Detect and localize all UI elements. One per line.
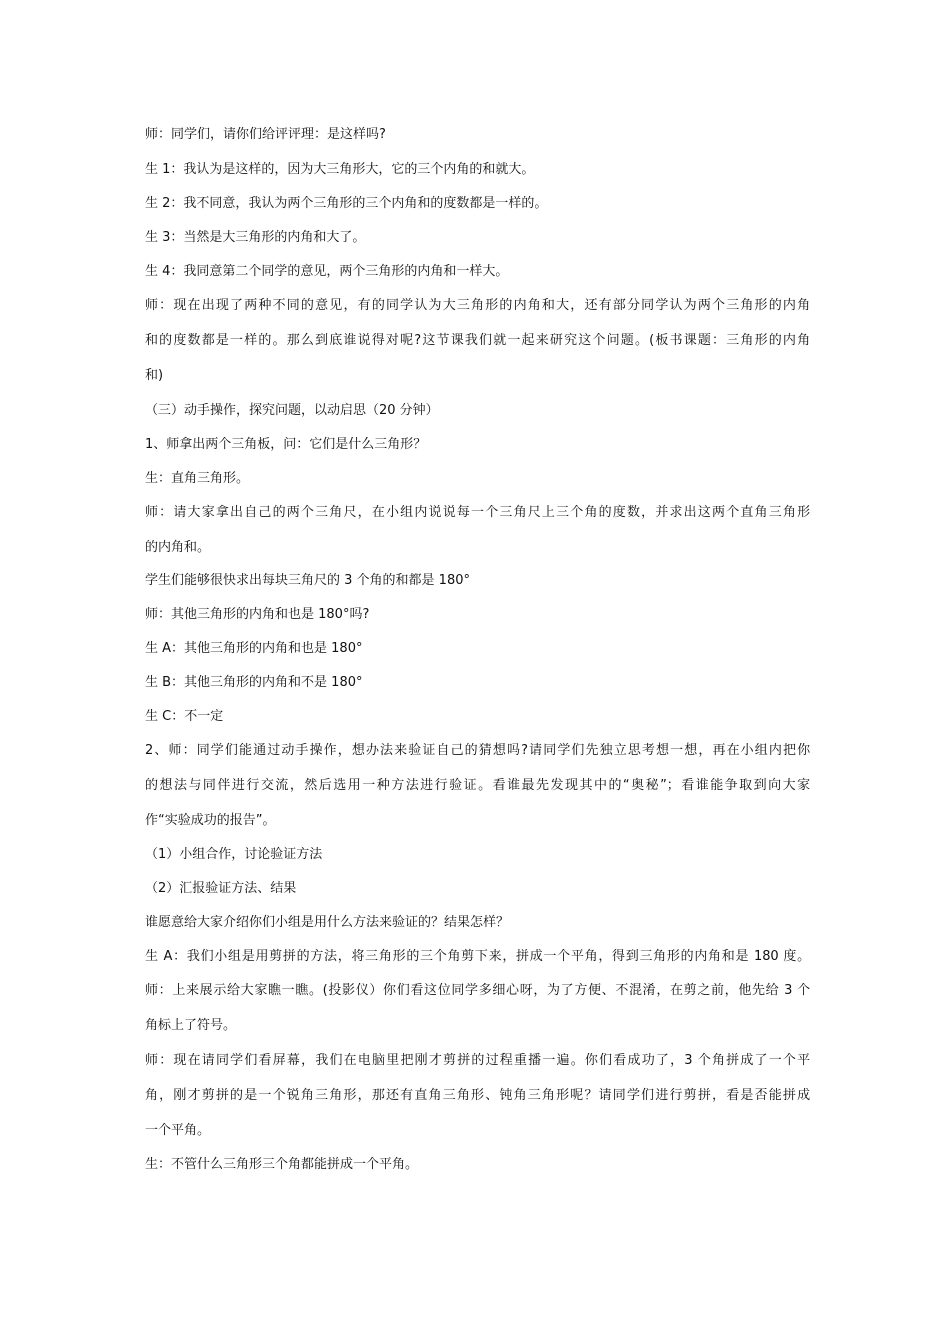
paragraph-students-result: 学生们能够很快求出每块三角尺的 3 个角的和都是 180° — [145, 573, 470, 588]
paragraph-substep-1: （1）小组合作，讨论验证方法 — [145, 847, 323, 862]
paragraph-teacher-opinions-line-1: 师：现在出现了两种不同的意见，有的同学认为大三角形的内角和大，还有部分同学认为两个三角形的内角 — [145, 298, 810, 313]
section-heading-hands-on: （三）动手操作，探究问题，以动启思（20 分钟） — [145, 403, 439, 418]
paragraph-step-2-line-1: 2、师：同学们能通过动手操作，想办法来验证自己的猜想吗?请同学们先独立思考想一想，再在小组内把你 — [145, 743, 810, 758]
paragraph-teacher-projector-line-2: 角标上了符号。 — [145, 1018, 237, 1033]
paragraph-who-introduces: 谁愿意给大家介绍你们小组是用什么方法来验证的？结果怎样？ — [145, 915, 510, 930]
paragraph-teacher-rulers-line-1: 师：请大家拿出自己的两个三角尺，在小组内说说每一个三角尺上三个角的度数，并求出这两个直角三角形 — [145, 505, 810, 520]
paragraph-teacher-opinions-line-2: 和的度数都是一样的。那么到底谁说得对呢?这节课我们就一起来研究这个问题。(板书课题：三角形的内角 — [145, 333, 810, 348]
paragraph-student-4: 生 4：我同意第二个同学的意见，两个三角形的内角和一样大。 — [145, 264, 509, 279]
paragraph-student-c: 生 C：不一定 — [145, 709, 224, 724]
paragraph-substep-2: （2）汇报验证方法、结果 — [145, 881, 297, 896]
paragraph-teacher-screen-line-2: 角，刚才剪拼的是一个锐角三角形，那还有直角三角形、钝角三角形呢？请同学们进行剪拼，看是否能拼成 — [145, 1088, 810, 1103]
paragraph-student-2: 生 2：我不同意，我认为两个三角形的三个内角和的度数都是一样的。 — [145, 196, 548, 211]
paragraph-student-conclusion: 生：不管什么三角形三个角都能拼成一个平角。 — [145, 1157, 419, 1172]
paragraph-step-1: 1、师拿出两个三角板，问：它们是什么三角形？ — [145, 437, 427, 452]
paragraph-student-b: 生 B：其他三角形的内角和不是 180° — [145, 675, 363, 690]
paragraph-teacher-screen-line-3: 一个平角。 — [145, 1123, 211, 1138]
paragraph-teacher-question: 师：同学们，请你们给评评理：是这样吗? — [145, 127, 386, 142]
paragraph-teacher-rulers-line-2: 的内角和。 — [145, 540, 211, 555]
paragraph-student-1: 生 1：我认为是这样的，因为大三角形大，它的三个内角的和就大。 — [145, 162, 535, 177]
paragraph-student-a-method: 生 A：我们小组是用剪拼的方法，将三角形的三个角剪下来，拼成一个平角，得到三角形的内角和是 180 度。 — [145, 949, 810, 964]
paragraph-step-2-line-3: 作“实验成功的报告”。 — [145, 813, 276, 828]
paragraph-teacher-screen-line-1: 师：现在请同学们看屏幕，我们在电脑里把刚才剪拼的过程重播一遍。你们看成功了，3 个角拼成了一个平 — [145, 1053, 810, 1068]
paragraph-teacher-opinions-line-3: 和) — [145, 368, 164, 383]
paragraph-teacher-projector-line-1: 师：上来展示给大家瞧一瞧。(投影仪）你们看这位同学多细心呀，为了方便、不混淆，在剪之前，他先给 3 个 — [145, 983, 810, 998]
paragraph-student-right-triangle: 生：直角三角形。 — [145, 471, 250, 486]
paragraph-student-3: 生 3：当然是大三角形的内角和大了。 — [145, 230, 366, 245]
paragraph-step-2-line-2: 的想法与同伴进行交流，然后选用一种方法进行验证。看谁最先发现其中的“奥秘”；看谁能争取到向大家 — [145, 778, 810, 793]
paragraph-teacher-other-triangles: 师：其他三角形的内角和也是 180°吗? — [145, 607, 370, 622]
paragraph-student-a: 生 A：其他三角形的内角和也是 180° — [145, 641, 363, 656]
